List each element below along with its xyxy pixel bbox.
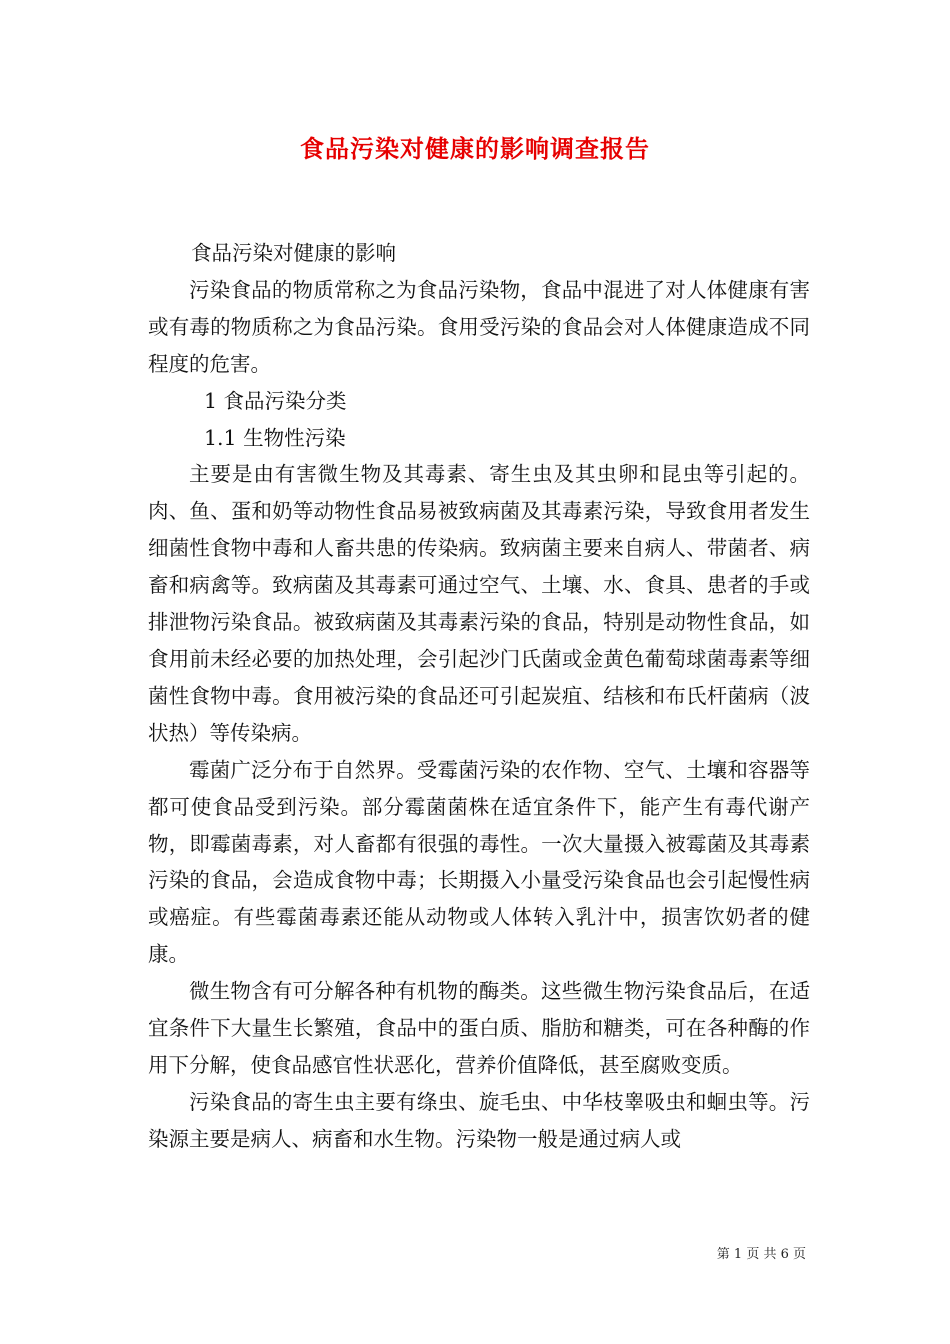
section-heading-1: 1 食品污染分类 xyxy=(204,388,347,413)
section-heading-1-1: 1.1 生物性污染 xyxy=(204,425,346,450)
page-title: 食品污染对健康的影响调查报告 xyxy=(300,134,650,163)
section-heading: 食品污染对健康的影响 xyxy=(191,241,396,265)
paragraph: 微生物含有可分解各种有机物的酶类。这些微生物污染食品后，在适宜条件下大量生长繁殖，食品中的蛋白质、脂肪和糖类，可在各种酶的作用下分解，使食品感官性状恶化，营养价值降低，甚至腐败变质。 xyxy=(148,979,810,1077)
page-number: 第 1 页 共 6 页 xyxy=(716,1247,806,1262)
paragraph: 污染食品的物质常称之为食品污染物，食品中混进了对人体健康有害或有毒的物质称之为食品污染。食用受污染的食品会对人体健康造成不同程度的危害。 xyxy=(148,277,810,376)
paragraph: 霉菌广泛分布于自然界。受霉菌污染的农作物、空气、土壤和容器等都可使食品受到污染。部分霉菌菌株在适宜条件下，能产生有毒代谢产物，即霉菌毒素，对人畜都有很强的毒性。一次大量摄入被霉菌及其毒素污染的食品，会造成食物中毒；长期摄入小量受污染食品也会引起慢性病或癌症。有些霉菌毒素还能从动物或人体转入乳汁中，损害饮奶者的健康。 xyxy=(148,757,810,967)
paragraph: 污染食品的寄生虫主要有绦虫、旋毛虫、中华枝睾吸虫和蛔虫等。污染源主要是病人、病畜和水生物。污染物一般是通过病人或 xyxy=(148,1089,810,1151)
paragraph: 主要是由有害微生物及其毒素、寄生虫及其虫卵和昆虫等引起的。肉、鱼、蛋和奶等动物性食品易被致病菌及其毒素污染，导致食用者发生细菌性食物中毒和人畜共患的传染病。致病菌主要来自病人、带菌者、病畜和病禽等。致病菌及其毒素可通过空气、土壤、水、食具、患者的手或排泄物污染食品。被致病菌及其毒素污染的食品，特别是动物性食品，如食用前未经必要的加热处理，会引起沙门氏菌或金黄色葡萄球菌毒素等细菌性食物中毒。食用被污染的食品还可引起炭疽、结核和布氏杆菌病（波状热）等传染病。 xyxy=(148,462,810,745)
document-body xyxy=(148,235,810,1158)
